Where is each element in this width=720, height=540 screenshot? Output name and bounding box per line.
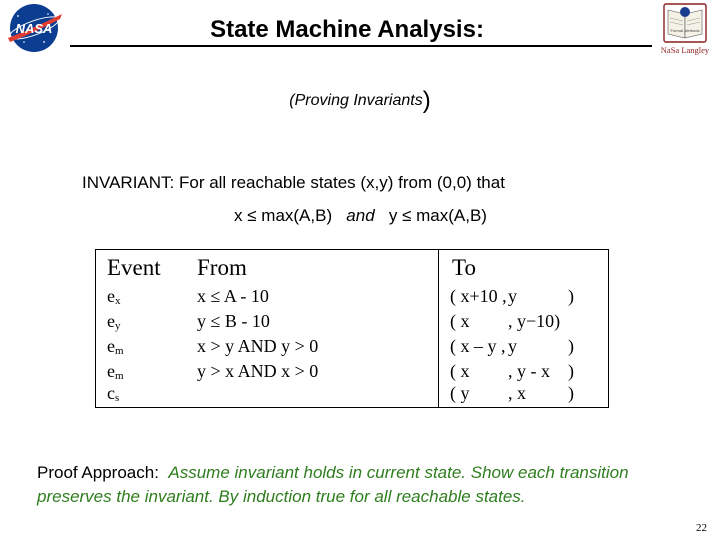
header-event: Event — [107, 255, 161, 280]
from-cell: x ≤ A - 10 — [197, 286, 269, 306]
invariant-statement: INVARIANT: For all reachable states (x,y) from (0,0) that — [82, 173, 505, 192]
table-border-top — [95, 249, 609, 250]
table-border-right — [608, 249, 609, 408]
title-divider — [70, 45, 652, 47]
header-to: To — [452, 255, 476, 280]
table-column-divider — [438, 249, 439, 408]
invariant-formula — [234, 206, 487, 226]
table-border-bottom — [95, 407, 609, 408]
langley-logo — [656, 2, 714, 58]
from-cell: y ≤ B - 10 — [197, 311, 270, 331]
langley-caption: NaSa Langley — [660, 45, 710, 55]
proof-label: Proof Approach: — [37, 463, 159, 482]
to-cell: ( x – y , y ) — [450, 336, 574, 356]
to-cell: ( x , y−10) — [450, 311, 561, 331]
subtitle-close-paren: ) — [422, 87, 431, 114]
from-cell: x > y AND y > 0 — [197, 336, 319, 356]
formula-y-bound: y ≤ max(A,B) — [388, 206, 487, 225]
formula-and: and — [346, 206, 375, 225]
header-from: From — [197, 255, 247, 280]
event-cell: $e_y$ — [107, 311, 121, 332]
page-number: 22 — [696, 522, 707, 534]
table-border-left — [95, 249, 96, 408]
formula-x-bound: x ≤ max(A,B) — [234, 206, 333, 225]
page-title: State Machine Analysis: — [210, 16, 484, 43]
langley-book-text: Formal Methods — [670, 28, 700, 33]
subtitle-text: (Proving Invariants — [289, 92, 423, 109]
event-cell: $e_m$ — [107, 336, 124, 357]
event-cell: $e_x$ — [107, 286, 121, 307]
nasa-logo-text: NASA — [15, 21, 53, 36]
to-cell: ( y , x ) — [450, 383, 574, 403]
transition-table — [95, 249, 609, 408]
proof-approach — [37, 461, 707, 509]
event-cell: $e_m$ — [107, 361, 124, 382]
to-cell: ( x , y - x ) — [450, 361, 574, 381]
event-cell: $c_s$ — [107, 383, 120, 404]
to-cell: ( x+10 ,y ) — [450, 286, 574, 306]
from-cell: y > x AND x > 0 — [197, 361, 319, 381]
subtitle — [0, 84, 720, 112]
proof-text: Assume invariant holds in current state. Show each transition preserves the invariant. By induction true for all reachable states. — [37, 463, 629, 506]
